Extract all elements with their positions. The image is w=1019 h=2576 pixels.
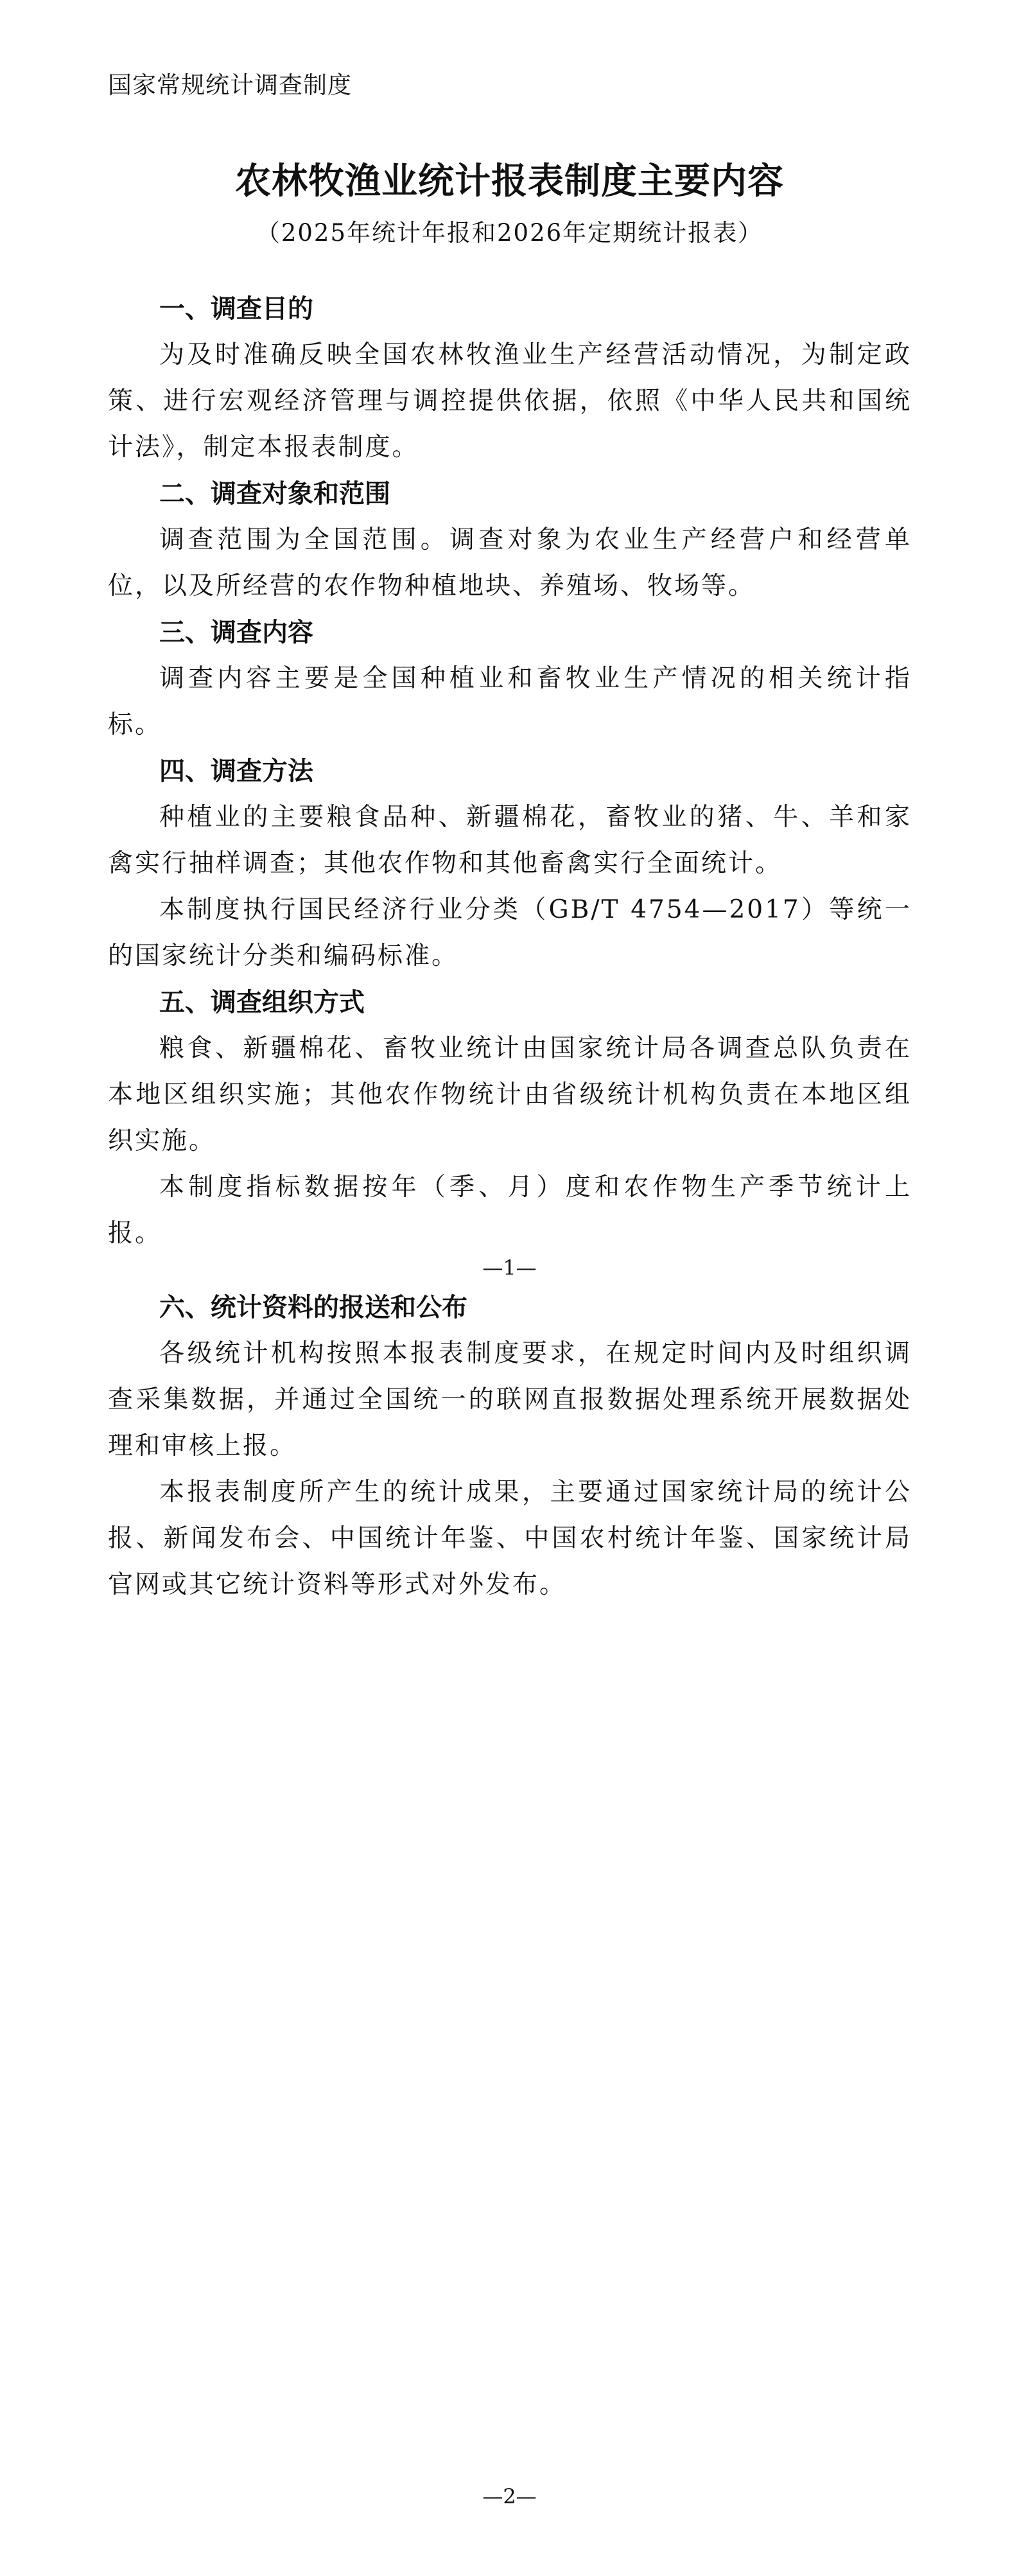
page-2-body bbox=[108, 1284, 912, 1608]
section-paragraph: 为及时准确反映全国农林牧渔业生产经营活动情况，为制定政策、进行宏观经济管理与调控提供依据，依照《中华人民共和国统计法》，制定本报表制度。 bbox=[108, 340, 912, 462]
page-number-1: —1— bbox=[482, 1256, 537, 1280]
section-paragraph: 本报表制度所产生的统计成果，主要通过国家统计局的统计公报、新闻发布会、中国统计年鉴、中国农村统计年鉴、国家统计局官网或其它统计资料等形式对外发布。 bbox=[108, 1478, 912, 1599]
page-number-2: —2— bbox=[482, 2484, 537, 2509]
section-heading-scope: 二、调查对象和范围 bbox=[159, 479, 390, 509]
section-paragraph: 种植业的主要粮食品种、新疆棉花，畜牧业的猪、牛、羊和家禽实行抽样调查；其他农作物和其他畜禽实行全面统计。 bbox=[108, 803, 912, 878]
section-heading-publication: 六、统计资料的报送和公布 bbox=[159, 1293, 467, 1322]
section-paragraph: 本制度指标数据按年（季、月）度和农作物生产季节统计上报。 bbox=[108, 1173, 912, 1248]
section-heading-purpose: 一、调查目的 bbox=[159, 294, 313, 324]
section-heading-content: 三、调查内容 bbox=[159, 618, 313, 647]
section-paragraph: 各级统计机构按照本报表制度要求，在规定时间内及时组织调查采集数据，并通过全国统一的联网直报数据处理系统开展数据处理和审核上报。 bbox=[108, 1339, 912, 1460]
section-paragraph: 粮食、新疆棉花、畜牧业统计由国家统计局各调查总队负责在本地区组织实施；其他农作物统计由省级统计机构负责在本地区组织实施。 bbox=[108, 1034, 912, 1155]
section-heading-organization: 五、调查组织方式 bbox=[159, 988, 365, 1017]
section-heading-method: 四、调查方法 bbox=[159, 757, 313, 786]
document-subtitle: （2025年统计年报和2026年定期统计报表） bbox=[256, 219, 763, 247]
section-paragraph: 本制度执行国民经济行业分类（GB/T 4754—2017）等统一的国家统计分类和编码标准。 bbox=[108, 895, 912, 970]
page-header: 国家常规统计调查制度 bbox=[108, 71, 352, 99]
page-1-body bbox=[108, 286, 912, 1257]
section-paragraph: 调查内容主要是全国种植业和畜牧业生产情况的相关统计指标。 bbox=[108, 664, 912, 739]
section-paragraph: 调查范围为全国范围。调查对象为农业生产经营户和经营单位，以及所经营的农作物种植地块、养殖场、牧场等。 bbox=[108, 525, 912, 600]
document-title: 农林牧渔业统计报表制度主要内容 bbox=[235, 160, 784, 202]
